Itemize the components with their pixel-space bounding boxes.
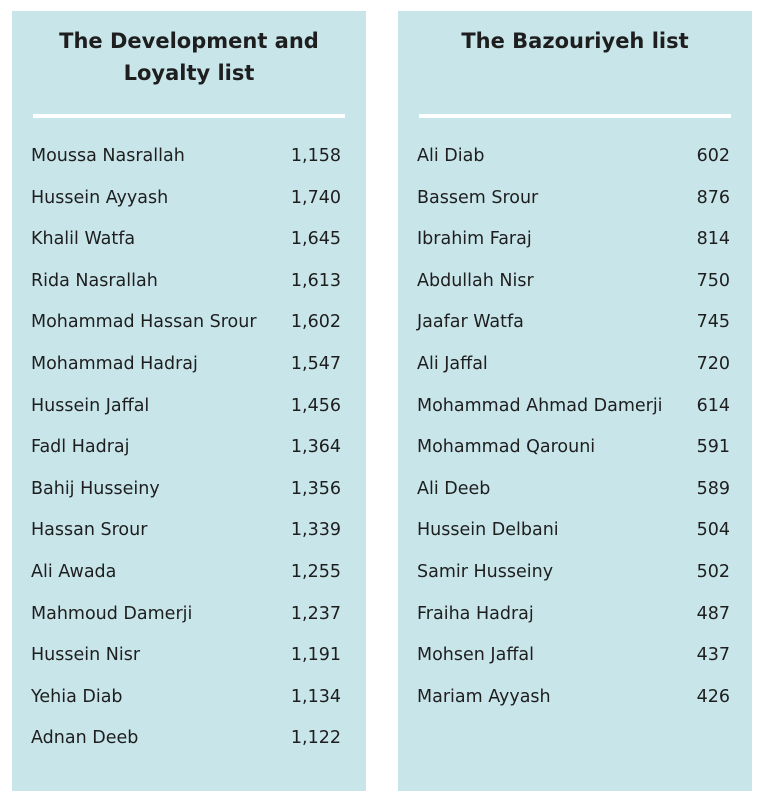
bazouriyeh-list-panel (398, 11, 752, 791)
candidate-row (31, 594, 347, 636)
candidate-votes: 504 (696, 520, 730, 541)
candidate-row (417, 344, 733, 386)
candidate-row (31, 677, 347, 719)
list-title (398, 25, 752, 57)
candidate-row (31, 552, 347, 594)
candidate-row (31, 136, 347, 178)
candidate-name: Mahmoud Damerji (31, 603, 193, 624)
candidate-row (417, 469, 733, 511)
candidate-row (31, 386, 347, 428)
candidate-votes: 814 (696, 229, 730, 250)
candidate-votes: 502 (696, 561, 730, 582)
list-title-line-2: Loyalty list (123, 61, 255, 85)
candidate-row (417, 302, 733, 344)
candidate-name: Mariam Ayyash (417, 686, 551, 707)
candidate-votes: 876 (696, 187, 730, 208)
candidate-name: Adnan Deeb (31, 728, 139, 749)
candidate-votes: 591 (696, 437, 730, 458)
candidate-row (31, 510, 347, 552)
candidate-name: Samir Husseiny (417, 561, 554, 582)
candidate-name: Abdullah Nisr (417, 270, 534, 291)
candidate-votes: 1,613 (290, 270, 341, 291)
candidate-votes: 437 (696, 645, 730, 666)
candidate-list (31, 136, 347, 760)
candidate-row (417, 677, 733, 719)
candidate-row (417, 552, 733, 594)
candidate-votes: 745 (696, 312, 730, 333)
candidate-name: Fraiha Hadraj (417, 603, 534, 624)
title-divider (33, 114, 345, 118)
candidate-row (417, 635, 733, 677)
candidate-name: Ali Deeb (417, 478, 491, 499)
candidate-name: Jaafar Watfa (417, 312, 524, 333)
candidate-row (31, 219, 347, 261)
candidate-name: Mohammad Hassan Srour (31, 312, 257, 333)
candidate-votes: 1,356 (290, 478, 341, 499)
candidate-votes: 1,364 (290, 437, 341, 458)
candidate-votes: 720 (696, 353, 730, 374)
candidate-votes: 1,740 (290, 187, 341, 208)
candidate-row (31, 427, 347, 469)
candidate-name: Bassem Srour (417, 187, 539, 208)
candidate-row (417, 219, 733, 261)
candidate-row (31, 469, 347, 511)
candidate-list (417, 136, 733, 718)
candidate-row (31, 261, 347, 303)
candidate-name: Ali Awada (31, 561, 117, 582)
candidate-row (417, 136, 733, 178)
candidate-votes: 426 (696, 686, 730, 707)
candidate-name: Mohsen Jaffal (417, 645, 534, 666)
candidate-votes: 1,255 (290, 561, 341, 582)
candidate-name: Bahij Husseiny (31, 478, 160, 499)
candidate-votes: 1,237 (290, 603, 341, 624)
candidate-row (417, 178, 733, 220)
candidate-name: Hassan Srour (31, 520, 148, 541)
candidate-name: Ali Diab (417, 146, 485, 166)
candidate-votes: 1,602 (290, 312, 341, 333)
candidate-votes: 750 (696, 270, 730, 291)
candidate-votes: 1,456 (290, 395, 341, 416)
candidate-votes: 1,158 (290, 146, 341, 166)
list-title-line-1: The Development and (59, 29, 319, 53)
candidate-votes: 1,547 (290, 353, 341, 374)
title-divider (419, 114, 731, 118)
candidate-name: Hussein Ayyash (31, 187, 169, 208)
candidate-row (31, 344, 347, 386)
candidate-votes: 614 (696, 395, 730, 416)
candidate-row (31, 178, 347, 220)
candidate-row (31, 302, 347, 344)
candidate-votes: 1,339 (290, 520, 341, 541)
development-loyalty-list-panel (12, 11, 366, 791)
candidate-name: Yehia Diab (31, 686, 123, 707)
candidate-row (417, 386, 733, 428)
candidate-name: Ali Jaffal (417, 353, 488, 374)
candidate-votes: 602 (696, 146, 730, 166)
candidate-name: Rida Nasrallah (31, 270, 158, 291)
candidate-votes: 1,122 (290, 728, 341, 749)
candidate-row (31, 635, 347, 677)
candidate-name: Moussa Nasrallah (31, 146, 185, 166)
candidate-name: Hussein Delbani (417, 520, 559, 541)
candidate-name: Mohammad Hadraj (31, 353, 198, 374)
candidate-votes: 589 (696, 478, 730, 499)
candidate-row (417, 427, 733, 469)
list-title-line-1: The Bazouriyeh list (461, 29, 689, 53)
candidate-name: Mohammad Ahmad Damerji (417, 395, 663, 416)
candidate-votes: 1,191 (290, 645, 341, 666)
candidate-name: Mohammad Qarouni (417, 437, 596, 458)
candidate-name: Hussein Nisr (31, 645, 141, 666)
candidate-row (417, 510, 733, 552)
candidate-row (417, 261, 733, 303)
candidate-votes: 1,645 (290, 229, 341, 250)
candidate-row (417, 594, 733, 636)
candidate-name: Fadl Hadraj (31, 437, 130, 458)
candidate-name: Khalil Watfa (31, 229, 136, 250)
candidate-votes: 487 (696, 603, 730, 624)
list-title (12, 25, 366, 89)
candidate-name: Ibrahim Faraj (417, 229, 532, 250)
candidate-row (31, 718, 347, 760)
candidate-name: Hussein Jaffal (31, 395, 150, 416)
candidate-votes: 1,134 (290, 686, 341, 707)
